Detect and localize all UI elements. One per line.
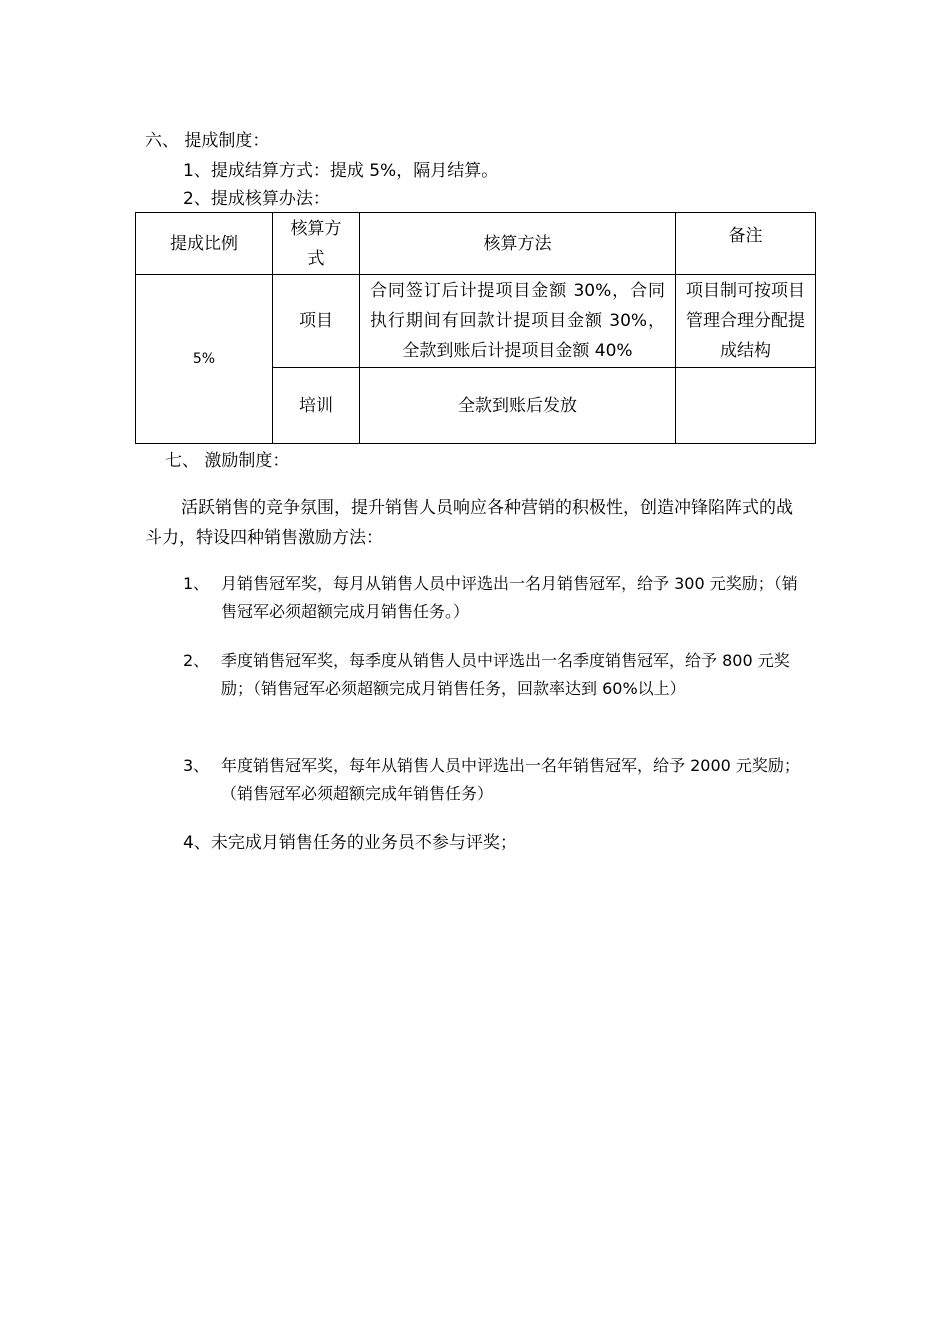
note-cell: 项目制可按项目管理合理分配提成结构 [676,275,816,368]
list-item-number: 1、 [183,574,210,593]
note-cell [676,368,816,444]
list-item-number: 2、 [183,651,210,670]
header-method: 核算方 式 [273,213,360,275]
list-item [183,752,813,808]
list-item [183,570,813,626]
calc-cell: 合同签订后计提项目金额 30%，合同执行期间有回款计提项目金额 30%，全款到账后计提项目金额 40% [360,275,676,368]
calculation-method-title: 2、提成核算办法： [183,189,330,209]
section-6-heading: 六、 提成制度： [145,131,270,151]
header-calc: 核算方法 [360,213,676,275]
table-row [136,275,816,368]
list-item-text: 季度销售冠军奖，每季度从销售人员中评选出一名季度销售冠军，给予 800 元奖励；（销售冠军必须超额完成月销售任务，回款率达到 60%以上） [221,651,790,698]
method-cell: 项目 [273,275,360,368]
list-item-text: 年度销售冠军奖，每年从销售人员中评选出一名年销售冠军，给予 2000 元奖励；（销售冠军必须超额完成年销售任务） [221,756,800,803]
list-item [183,647,813,703]
method-cell: 培训 [273,368,360,444]
header-rate: 提成比例 [136,213,273,275]
settlement-method: 1、提成结算方式：提成 5%，隔月结算。 [183,161,499,181]
list-item-number: 3、 [183,756,210,775]
incentive-intro: 活跃销售的竞争氛围，提升销售人员响应各种营销的积极性，创造冲锋陷阵式的战斗力，特设四种销售激励方法： [145,498,793,548]
list-item-4: 4、未完成月销售任务的业务员不参与评奖； [183,833,517,853]
commission-table [135,212,816,444]
table-header-row [136,213,816,275]
list-item-text: 月销售冠军奖，每月从销售人员中评选出一名月销售冠军，给予 300 元奖励；（销售冠军必须超额完成月销售任务。） [221,574,798,621]
header-note: 备注 [676,213,816,275]
rate-cell: 5% [136,275,273,444]
section-7-heading: 七、 激励制度： [165,451,290,471]
calc-cell: 全款到账后发放 [360,368,676,444]
